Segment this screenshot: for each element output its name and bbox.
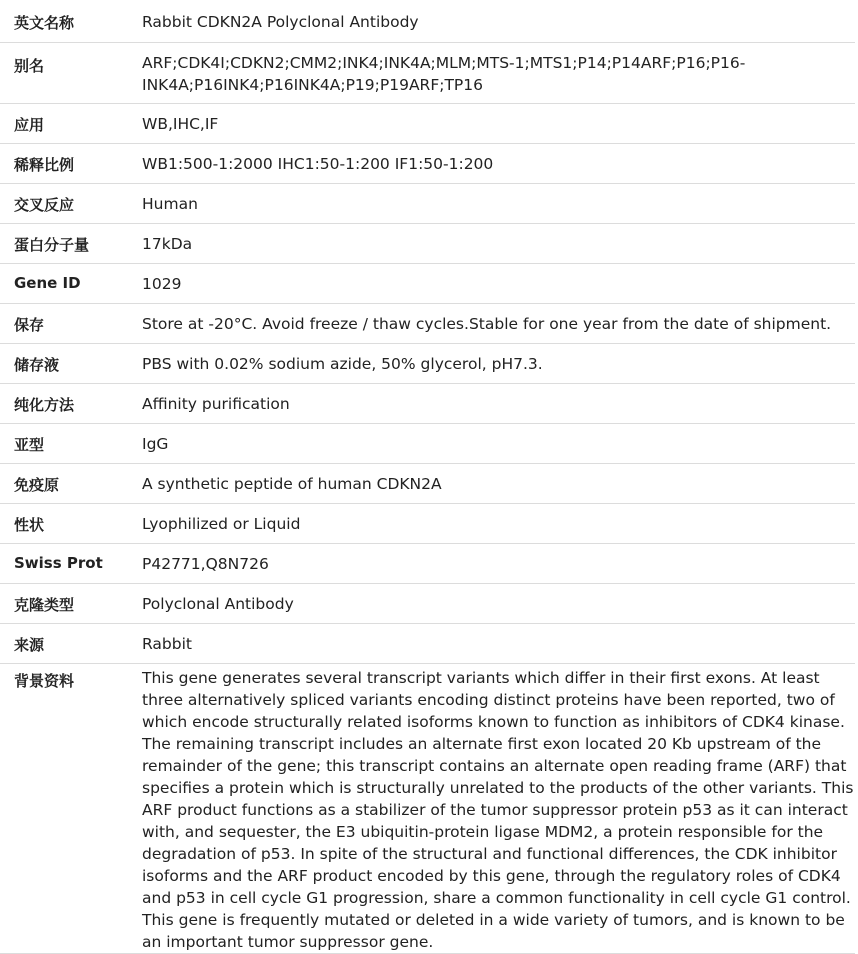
spec-label: 免疫原 (14, 475, 60, 494)
spec-label: 别名 (14, 56, 45, 75)
spec-value: 1029 (142, 274, 182, 293)
spec-label: 交叉反应 (14, 195, 75, 214)
spec-value: Human (142, 194, 198, 213)
spec-row-reactivity (0, 183, 855, 223)
spec-label: Gene ID (14, 273, 81, 292)
spec-row-molecular-weight (0, 223, 855, 263)
spec-value: 17kDa (142, 234, 193, 253)
spec-label: 保存 (14, 315, 45, 334)
spec-row-background (0, 663, 855, 953)
spec-label: 应用 (14, 115, 45, 134)
spec-value: IgG (142, 434, 169, 453)
spec-value: WB,IHC,IF (142, 114, 219, 133)
spec-row-swiss-prot (0, 543, 855, 583)
spec-label: 克隆类型 (14, 595, 75, 614)
spec-label: 稀释比例 (14, 155, 75, 174)
spec-label: Swiss Prot (14, 553, 103, 572)
spec-row-immunogen (0, 463, 855, 503)
spec-row-dilution (0, 143, 855, 183)
spec-label: 性状 (14, 515, 45, 534)
spec-label: 纯化方法 (14, 395, 75, 414)
spec-row-clonality (0, 583, 855, 623)
spec-value: Rabbit CDKN2A Polyclonal Antibody (142, 13, 419, 31)
spec-value: ARF;CDK4I;CDKN2;CMM2;INK4;INK4A;MLM;MTS-1;MTS1;P14;P14ARF;P16;P16-INK4A;P16INK4;P16INK4A;P19;P19ARF;TP16 (142, 53, 746, 94)
spec-row-isotype (0, 423, 855, 463)
spec-value: WB1:500-1:2000 IHC1:50-1:200 IF1:50-1:200 (142, 154, 494, 173)
spec-value: PBS with 0.02% sodium azide, 50% glycerol, pH7.3. (142, 354, 543, 373)
spec-label: 储存液 (14, 355, 60, 374)
spec-value: A synthetic peptide of human CDKN2A (142, 474, 442, 493)
spec-label: 英文名称 (14, 14, 75, 32)
spec-value: Polyclonal Antibody (142, 594, 294, 613)
spec-row-purification (0, 383, 855, 423)
spec-value: Rabbit (142, 634, 192, 653)
spec-row-gene-id (0, 263, 855, 303)
spec-row-application (0, 103, 855, 143)
spec-value: Store at -20°C. Avoid freeze / thaw cycles.Stable for one year from the date of shipment. (142, 314, 832, 333)
spec-row-host (0, 623, 855, 663)
spec-label: 蛋白分子量 (14, 235, 90, 254)
spec-value: Lyophilized or Liquid (142, 514, 301, 533)
spec-row-form (0, 503, 855, 543)
spec-value: P42771,Q8N726 (142, 554, 269, 573)
spec-label: 背景资料 (14, 671, 75, 690)
spec-row-buffer (0, 343, 855, 383)
spec-label: 来源 (14, 635, 45, 654)
spec-value: Affinity purification (142, 394, 290, 413)
spec-label: 亚型 (14, 435, 45, 454)
spec-row-alias (0, 42, 855, 103)
spec-row-storage (0, 303, 855, 343)
spec-row-english-name (0, 0, 855, 42)
spec-value: This gene generates several transcript variants which differ in their first exons. At least three alternatively spliced variants encoding distinct proteins have been reported, two of which encode structurally related isoforms known to function as inhibitors of CDK4 kinase. The remaining transcript includes an alternate first exon located 20 Kb upstream of the remainder of the gene; this transcript contains an alternate open reading frame (ARF) that specifies a protein which is structurally unrelated to the products of the other variants. This ARF product functions as a stabilizer of the tumor suppressor protein p53 as it can interact with, and sequester, the E3 ubiquitin-protein ligase MDM2, a protein responsible for the degradation of p53. In spite of the structural and functional differences, the CDK inhibitor isoforms and the ARF product encoded by this gene, through the regulatory roles of CDK4 and p53 in cell cycle G1 progression, share a common functionality in cell cycle G1 control. This gene is frequently mutated or deleted in a wide variety of tumors, and is known to be an important tumor suppressor gene. (142, 668, 854, 951)
